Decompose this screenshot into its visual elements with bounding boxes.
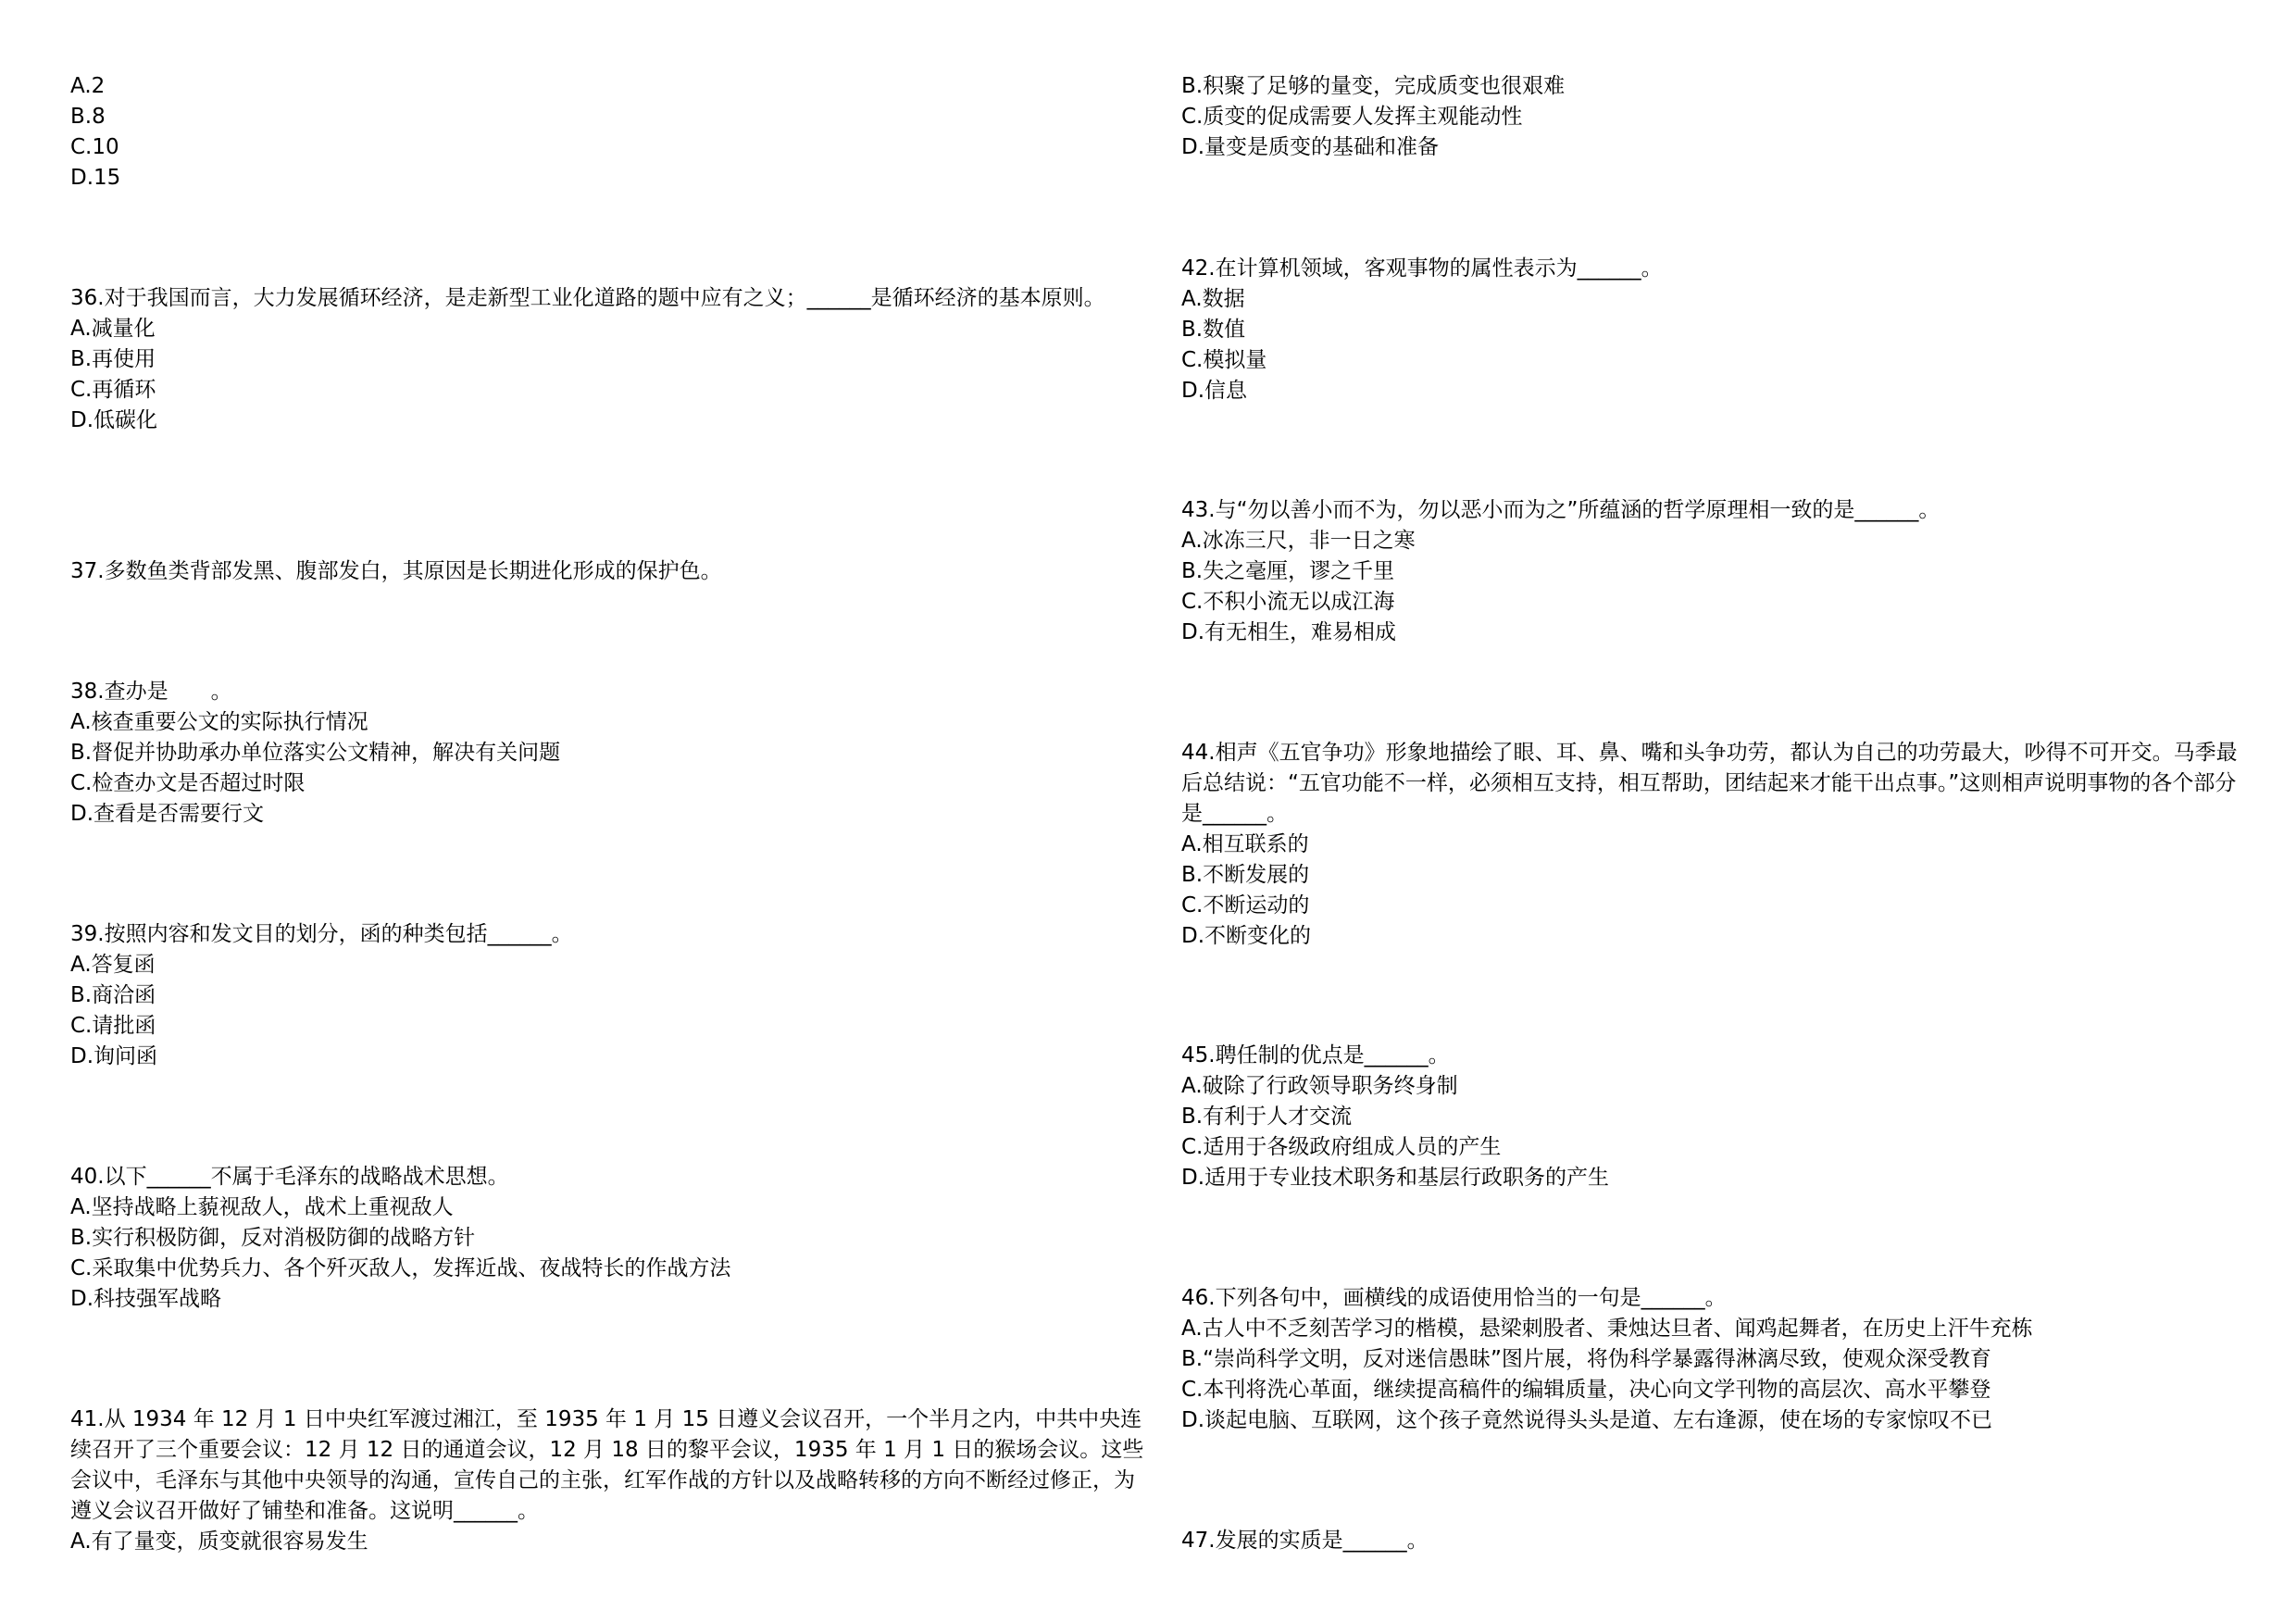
- option-a[interactable]: A.坚持战略上藐视敌人，战术上重视敌人: [70, 1195, 454, 1219]
- option-c[interactable]: C.不积小流无以成江海: [1181, 590, 1395, 614]
- question-stem: 39.按照内容和发文目的划分，函的种类包括______。: [70, 922, 573, 946]
- option-a[interactable]: A.破除了行政领导职务终身制: [1181, 1074, 1458, 1098]
- option-b[interactable]: B.数值: [1181, 318, 1246, 342]
- option-b[interactable]: B.积聚了足够的量变，完成质变也很艰难: [1181, 74, 1566, 98]
- question-35-options: [70, 71, 1144, 194]
- option-a[interactable]: A.相互联系的: [1181, 832, 1309, 856]
- option-d[interactable]: D.15: [70, 166, 121, 190]
- option-d[interactable]: D.适用于专业技术职务和基层行政职务的产生: [1181, 1166, 1610, 1190]
- question-40: [70, 1162, 1144, 1315]
- question-stem: 40.以下______不属于毛泽东的战略战术思想。: [70, 1165, 509, 1189]
- question-stem: 47.发展的实质是______。: [1181, 1529, 1429, 1553]
- question-41: [70, 1405, 1144, 1557]
- question-stem: 36.对于我国而言，大力发展循环经济，是走新型工业化道路的题中应有之义；______是循环经济的基本原则。: [70, 286, 1105, 310]
- option-d[interactable]: D.不断变化的: [1181, 924, 1312, 948]
- option-a[interactable]: A.冰冻三尺，非一日之寒: [1181, 529, 1416, 553]
- question-stem: 42.在计算机领域，客观事物的属性表示为______。: [1181, 256, 1663, 281]
- question-41-continued-options: [1181, 71, 2255, 163]
- option-b[interactable]: B.商洽函: [70, 983, 156, 1007]
- question-38: [70, 677, 1144, 830]
- question-43: [1181, 495, 2255, 648]
- option-a[interactable]: A.古人中不乏刻苦学习的楷模，悬梁刺股者、秉烛达旦者、闻鸡起舞者，在历史上汗牛充栋: [1181, 1317, 2033, 1341]
- option-c[interactable]: C.质变的促成需要人发挥主观能动性: [1181, 105, 1523, 129]
- option-d[interactable]: D.低碳化: [70, 408, 158, 432]
- option-b[interactable]: B.失之毫厘，谬之千里: [1181, 559, 1395, 583]
- question-stem: 44.相声《五官争功》形象地描绘了眼、耳、鼻、嘴和头争功劳，都认为自己的功劳最大，吵得不可开交。马季最后总结说：“五官功能不一样，必须相互支持，相互帮助，团结起来才能干出点事。”这则相声说明事物的各个部分是______。: [1181, 741, 2238, 826]
- option-b[interactable]: B.督促并协助承办单位落实公文精神，解决有关问题: [70, 741, 561, 765]
- option-d[interactable]: D.信息: [1181, 379, 1248, 403]
- option-d[interactable]: D.询问函: [70, 1044, 158, 1068]
- question-stem: 43.与“勿以善小而不为，勿以恶小而为之”所蕴涵的哲学原理相一致的是______。: [1181, 498, 1940, 522]
- question-45: [1181, 1041, 2255, 1193]
- question-stem: 46.下列各句中，画横线的成语使用恰当的一句是______。: [1181, 1286, 1727, 1310]
- question-37: [70, 556, 1144, 587]
- question-44: [1181, 738, 2255, 952]
- option-b[interactable]: B.实行积极防御，反对消极防御的战略方针: [70, 1226, 476, 1250]
- question-39: [70, 919, 1144, 1072]
- option-b[interactable]: B.再使用: [70, 347, 156, 371]
- option-d[interactable]: D.科技强军战略: [70, 1287, 222, 1311]
- option-c[interactable]: C.10: [70, 135, 119, 159]
- question-stem: 37.多数鱼类背部发黑、腹部发白，其原因是长期进化形成的保护色。: [70, 559, 722, 583]
- option-c[interactable]: C.请批函: [70, 1014, 156, 1038]
- question-42: [1181, 254, 2255, 406]
- question-stem: 41.从 1934 年 12 月 1 日中央红军渡过湘江，至 1935 年 1 月 15 日遵义会议召开，一个半月之内，中共中央连续召开了三个重要会议：12 月 12 日的通道会议，12 月 18 日的黎平会议，1935 年 1 月 1 日的猴场会议。这些会议中，毛泽东与其他中央领导的沟通，宣传自己的主张，红军作战的方针以及战略转移的方向不断经过修正，为遵义会议召开做好了铺垫和准备。这说明______。: [70, 1407, 1144, 1523]
- option-c[interactable]: C.检查办文是否超过时限: [70, 771, 306, 795]
- option-b[interactable]: B.8: [70, 105, 106, 129]
- option-c[interactable]: C.模拟量: [1181, 348, 1267, 372]
- option-b[interactable]: B.不断发展的: [1181, 863, 1310, 887]
- option-b[interactable]: B.有利于人才交流: [1181, 1105, 1353, 1129]
- option-d[interactable]: D.有无相生，难易相成: [1181, 620, 1397, 644]
- question-stem: 38.查办是 。: [70, 680, 232, 704]
- option-d[interactable]: D.量变是质变的基础和准备: [1181, 135, 1440, 159]
- option-a[interactable]: A.减量化: [70, 317, 156, 341]
- option-c[interactable]: C.采取集中优势兵力、各个歼灭敌人，发挥近战、夜战特长的作战方法: [70, 1256, 731, 1280]
- option-a[interactable]: A.核查重要公文的实际执行情况: [70, 710, 368, 734]
- option-a[interactable]: A.数据: [1181, 287, 1245, 311]
- option-c[interactable]: C.再循环: [70, 378, 156, 402]
- option-a[interactable]: A.答复函: [70, 953, 156, 977]
- question-47: [1181, 1526, 2255, 1556]
- option-d[interactable]: D.查看是否需要行文: [70, 802, 265, 826]
- question-stem: 45.聘任制的优点是______。: [1181, 1043, 1450, 1067]
- option-d[interactable]: D.谈起电脑、互联网，这个孩子竟然说得头头是道、左右逢源，使在场的专家惊叹不已: [1181, 1408, 1993, 1432]
- option-c[interactable]: C.本刊将洗心革面，继续提高稿件的编辑质量，决心向文学刊物的高层次、高水平攀登: [1181, 1378, 1991, 1402]
- question-36: [70, 283, 1144, 436]
- question-46: [1181, 1283, 2255, 1436]
- option-c[interactable]: C.不断运动的: [1181, 893, 1310, 918]
- option-a[interactable]: A.2: [70, 74, 106, 98]
- option-c[interactable]: C.适用于各级政府组成人员的产生: [1181, 1135, 1502, 1159]
- option-b[interactable]: B.“崇尚科学文明，反对迷信愚昧”图片展，将伪科学暴露得淋漓尽致，使观众深受教育: [1181, 1347, 1991, 1371]
- option-a[interactable]: A.有了量变，质变就很容易发生: [70, 1529, 368, 1554]
